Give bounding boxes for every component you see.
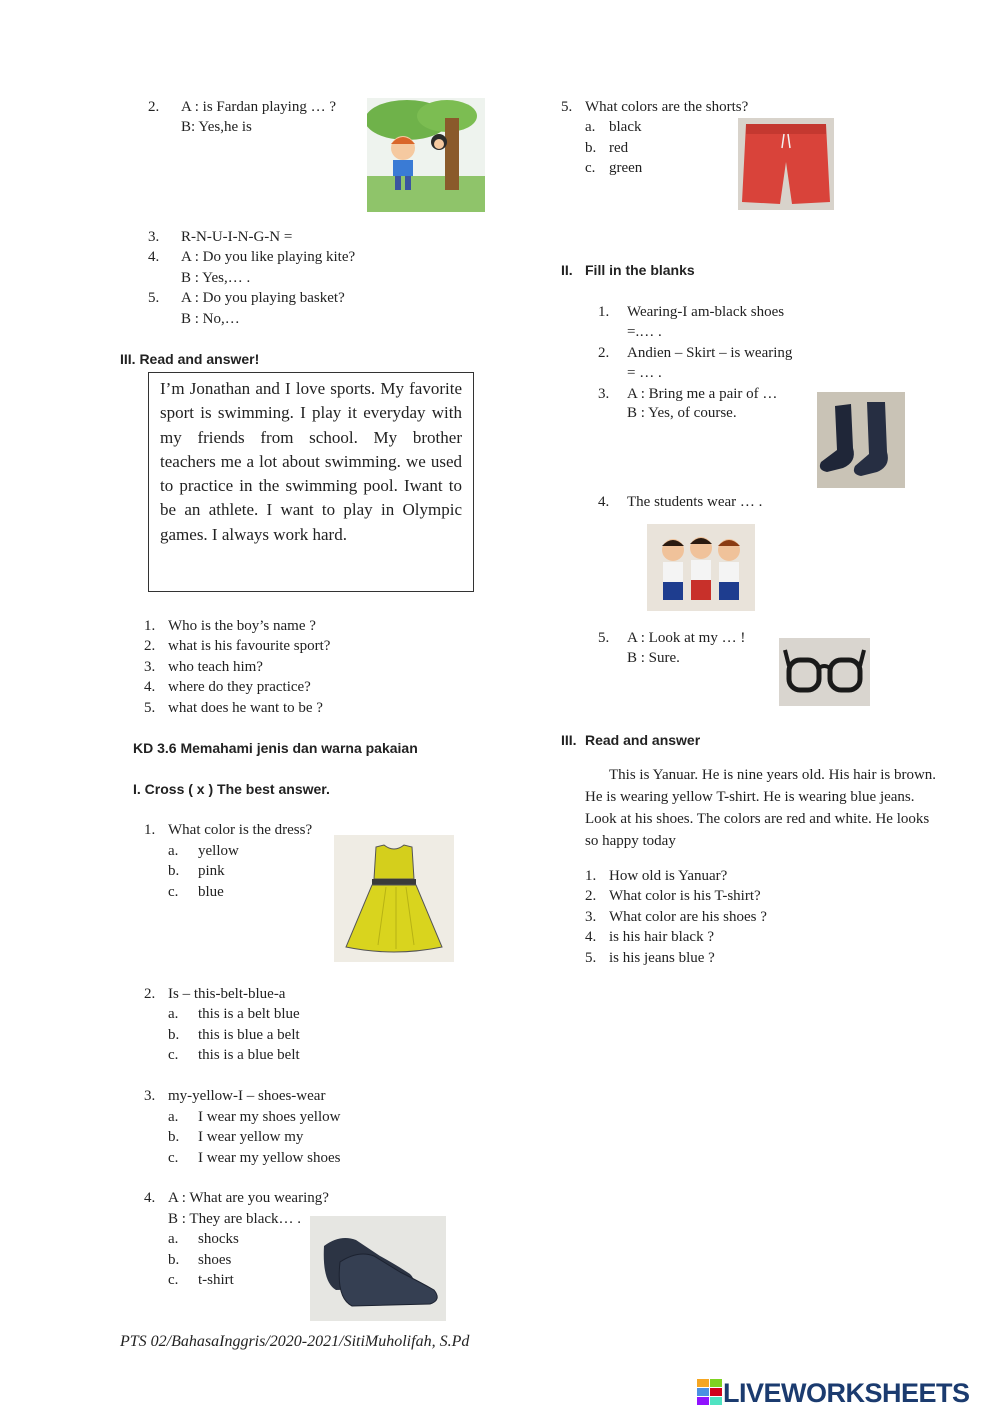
mc-question: What colors are the shorts?: [585, 99, 749, 115]
liveworksheets-logo[interactable]: [697, 1376, 970, 1410]
option-letter: b.: [168, 1252, 180, 1268]
question-number: 1.: [598, 304, 610, 320]
section-heading-cross: I. Cross ( x ) The best answer.: [133, 781, 330, 797]
mc-question: A : What are you wearing?: [168, 1190, 329, 1206]
reading-passage: I’m Jonathan and I love sports. My favorite sport is swimming. I play it everyday with my friends from school. My brother teachers me a lot about swimming. we used to practice in the swimming pool. Iwant to be an athlete. I want to play in Olympic games. I always work hard.: [160, 379, 462, 544]
dialog-line-b: B : No,…: [181, 311, 240, 327]
mc-question: Is – this-belt-blue-a: [168, 986, 286, 1002]
option-letter: b.: [168, 863, 180, 879]
option-letter: a.: [585, 119, 596, 135]
glasses-image: [779, 638, 870, 706]
page-footer: PTS 02/BahasaInggris/2020-2021/SitiMuholifah, S.Pd: [120, 1333, 470, 1350]
list-item-number: 4.: [585, 929, 597, 945]
kd-heading: KD 3.6 Memahami jenis dan warna pakaian: [133, 740, 418, 756]
list-item-number: 1.: [144, 618, 156, 634]
question-number: 2.: [598, 345, 610, 361]
fill-answer-blank: =.… .: [627, 324, 662, 340]
list-item-number: 4.: [144, 679, 156, 695]
option-letter: a.: [168, 1109, 179, 1125]
logo-text: LIVEWORKSHEETS: [723, 1377, 970, 1408]
option-letter: a.: [168, 1006, 179, 1022]
question-number: 5.: [561, 99, 573, 115]
mc-question: What color is the dress?: [168, 822, 313, 838]
dialog-line-a: A : Do you like playing kite?: [181, 249, 356, 265]
list-item: what is his favourite sport?: [168, 638, 331, 654]
question-number: 3.: [148, 229, 160, 245]
option-text: red: [609, 140, 629, 156]
list-item-number: 3.: [144, 659, 156, 675]
socks-image: [817, 392, 905, 488]
option-text: this is a blue belt: [198, 1047, 300, 1063]
option-text: I wear yellow my: [198, 1129, 304, 1145]
question-number: 2.: [148, 99, 160, 115]
fill-question: Wearing-I am-black shoes: [627, 304, 785, 320]
section-number: III.: [561, 732, 577, 748]
mc-question-line2: B : They are black… .: [168, 1211, 302, 1227]
dialog-line-b: B : Yes, of course.: [627, 405, 737, 421]
option-letter: c.: [168, 1272, 179, 1288]
list-item: what does he want to be ?: [168, 700, 323, 716]
dialog-line-b: B: Yes,he is: [181, 119, 252, 135]
list-item-number: 1.: [585, 868, 597, 884]
list-item-number: 2.: [144, 638, 156, 654]
list-item-number: 5.: [144, 700, 156, 716]
option-letter: a.: [168, 1231, 179, 1247]
red-shorts-image: [738, 118, 834, 210]
option-letter: c.: [585, 160, 596, 176]
list-item-number: 2.: [585, 888, 597, 904]
fill-answer-blank: = … .: [627, 365, 662, 381]
yellow-dress-image: [334, 835, 454, 962]
fill-question: Andien – Skirt – is wearing: [627, 345, 793, 361]
black-shoes-image: [310, 1216, 446, 1321]
option-letter: c.: [168, 1047, 179, 1063]
scramble-question: R-N-U-I-N-G-N =: [181, 229, 293, 245]
students-uniform-image: [647, 524, 755, 611]
list-item: What color are his shoes ?: [609, 909, 767, 925]
section-heading-read-answer: III. Read and answer!: [120, 351, 260, 367]
question-number: 4.: [144, 1190, 156, 1206]
option-text: pink: [198, 863, 225, 879]
reading-passage-box: [148, 372, 474, 592]
option-text: I wear my shoes yellow: [198, 1109, 341, 1125]
option-text: shocks: [198, 1231, 239, 1247]
section-heading-fill-blanks: Fill in the blanks: [585, 262, 695, 278]
fill-question: The students wear … .: [627, 494, 763, 510]
list-item: How old is Yanuar?: [609, 868, 728, 884]
question-number: 2.: [144, 986, 156, 1002]
dialog-line-a: A : Look at my … !: [627, 630, 746, 646]
question-number: 1.: [144, 822, 156, 838]
list-item-number: 5.: [585, 950, 597, 966]
list-item: is his jeans blue ?: [609, 950, 715, 966]
question-number: 4.: [148, 249, 160, 265]
section-number: II.: [561, 262, 573, 278]
option-text: black: [609, 119, 642, 135]
question-number: 4.: [598, 494, 610, 510]
option-text: yellow: [198, 843, 239, 859]
option-letter: c.: [168, 1150, 179, 1166]
dialog-line-a: A : Bring me a pair of …: [627, 386, 778, 402]
dialog-line-a: A : is Fardan playing … ?: [181, 99, 336, 115]
option-text: this is blue a belt: [198, 1027, 300, 1043]
dialog-line-b: B : Yes,… .: [181, 270, 251, 286]
question-number: 5.: [148, 290, 160, 306]
logo-blocks-icon: [697, 1379, 723, 1407]
option-letter: a.: [168, 843, 179, 859]
list-item: where do they practice?: [168, 679, 311, 695]
kids-playing-image: [367, 98, 485, 212]
option-letter: b.: [168, 1027, 180, 1043]
mc-question: my-yellow-I – shoes-wear: [168, 1088, 326, 1104]
option-text: green: [609, 160, 643, 176]
reading-paragraph: This is Yanuar. He is nine years old. His hair is brown. He is wearing yellow T-shirt. He is wearing blue jeans. Look at his shoes. The colors are red and white. He looks so happy today: [585, 767, 937, 849]
list-item: who teach him?: [168, 659, 263, 675]
list-item: Who is the boy’s name ?: [168, 618, 316, 634]
option-letter: c.: [168, 884, 179, 900]
option-letter: b.: [585, 140, 597, 156]
option-text: blue: [198, 884, 224, 900]
dialog-line-a: A : Do you playing basket?: [181, 290, 345, 306]
option-text: I wear my yellow shoes: [198, 1150, 341, 1166]
list-item-number: 3.: [585, 909, 597, 925]
question-number: 3.: [598, 386, 610, 402]
option-letter: b.: [168, 1129, 180, 1145]
option-text: t-shirt: [198, 1272, 234, 1288]
list-item: is his hair black ?: [609, 929, 714, 945]
list-item: What color is his T-shirt?: [609, 888, 761, 904]
option-text: this is a belt blue: [198, 1006, 300, 1022]
question-number: 3.: [144, 1088, 156, 1104]
option-text: shoes: [198, 1252, 232, 1268]
question-number: 5.: [598, 630, 610, 646]
section-heading-read-answer: Read and answer: [585, 732, 701, 748]
dialog-line-b: B : Sure.: [627, 650, 680, 666]
